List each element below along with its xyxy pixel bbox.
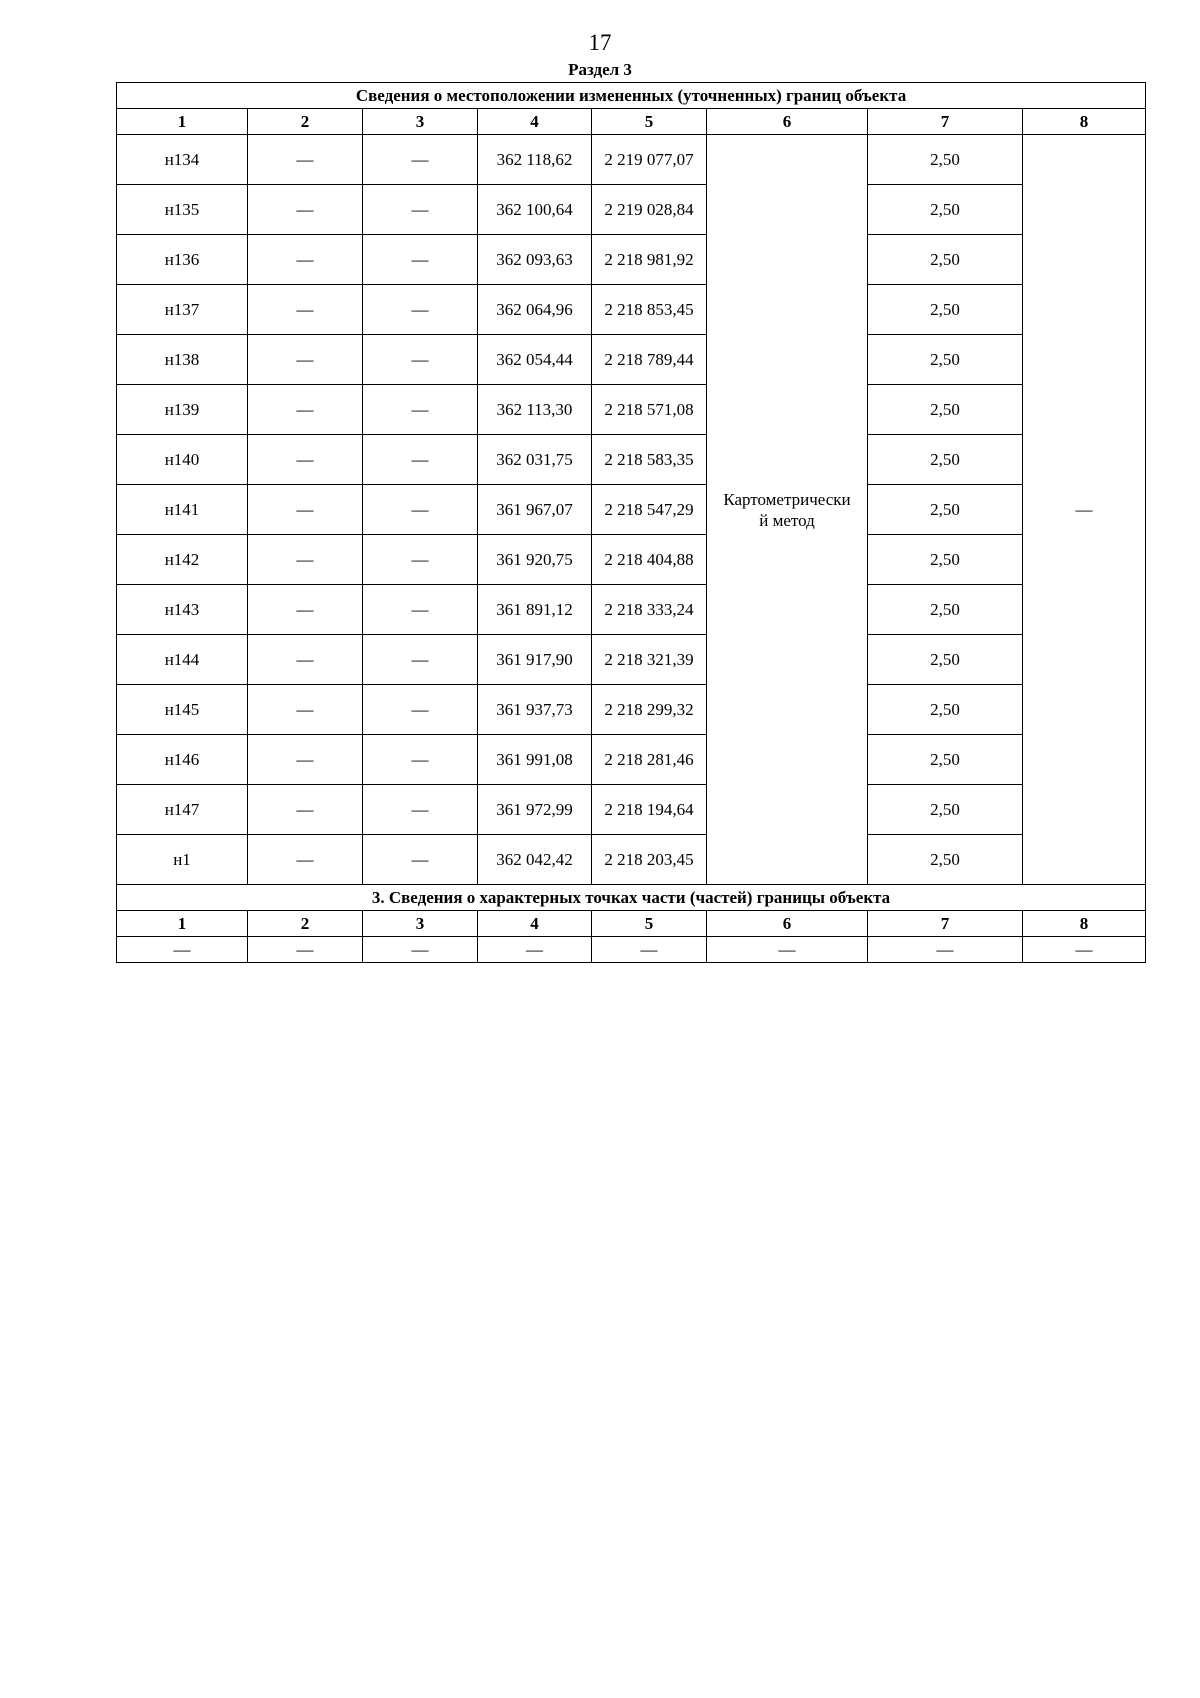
column-8-cell: — bbox=[1023, 135, 1146, 885]
x-coordinate-cell: 362 031,75 bbox=[478, 435, 592, 485]
column-2-cell: — bbox=[248, 485, 363, 535]
column-3-cell: — bbox=[363, 635, 478, 685]
x-coordinate-cell: 362 093,63 bbox=[478, 235, 592, 285]
column-3-cell: — bbox=[363, 535, 478, 585]
column-3-cell: — bbox=[363, 735, 478, 785]
empty-value-cell: — bbox=[1023, 937, 1146, 963]
table-row bbox=[117, 385, 1146, 435]
x-coordinate-cell: 361 917,90 bbox=[478, 635, 592, 685]
point-name-cell: н147 bbox=[117, 785, 248, 835]
column-3-cell: — bbox=[363, 435, 478, 485]
column-3-cell: — bbox=[363, 285, 478, 335]
point-name-cell: н137 bbox=[117, 285, 248, 335]
column-3-cell: — bbox=[363, 235, 478, 285]
column-2-cell: — bbox=[248, 735, 363, 785]
column-number-cell: 8 bbox=[1023, 911, 1146, 937]
empty-value-cell: — bbox=[363, 937, 478, 963]
column-number-cell: 4 bbox=[478, 109, 592, 135]
column-3-cell: — bbox=[363, 785, 478, 835]
precision-cell: 2,50 bbox=[868, 835, 1023, 885]
table-row bbox=[117, 685, 1146, 735]
column-number-cell: 8 bbox=[1023, 109, 1146, 135]
column-2-cell: — bbox=[248, 335, 363, 385]
y-coordinate-cell: 2 218 194,64 bbox=[592, 785, 707, 835]
column-2-cell: — bbox=[248, 135, 363, 185]
empty-value-cell: — bbox=[707, 937, 868, 963]
x-coordinate-cell: 362 042,42 bbox=[478, 835, 592, 885]
precision-cell: 2,50 bbox=[868, 385, 1023, 435]
column-3-cell: — bbox=[363, 385, 478, 435]
y-coordinate-cell: 2 218 583,35 bbox=[592, 435, 707, 485]
column-2-cell: — bbox=[248, 235, 363, 285]
column-number-cell: 7 bbox=[868, 911, 1023, 937]
empty-value-cell: — bbox=[592, 937, 707, 963]
table1-column-numbers-row bbox=[117, 109, 1146, 135]
table1-title: Сведения о местоположении измененных (уточненных) границ объекта bbox=[117, 83, 1146, 109]
point-name-cell: н134 bbox=[117, 135, 248, 185]
precision-cell: 2,50 bbox=[868, 335, 1023, 385]
point-name-cell: н144 bbox=[117, 635, 248, 685]
point-name-cell: н146 bbox=[117, 735, 248, 785]
y-coordinate-cell: 2 218 281,46 bbox=[592, 735, 707, 785]
x-coordinate-cell: 361 920,75 bbox=[478, 535, 592, 585]
table1-title-row bbox=[117, 83, 1146, 109]
table2-empty-row bbox=[117, 937, 1146, 963]
column-2-cell: — bbox=[248, 785, 363, 835]
precision-cell: 2,50 bbox=[868, 685, 1023, 735]
column-2-cell: — bbox=[248, 685, 363, 735]
column-number-cell: 2 bbox=[248, 911, 363, 937]
x-coordinate-cell: 362 113,30 bbox=[478, 385, 592, 435]
column-2-cell: — bbox=[248, 185, 363, 235]
column-2-cell: — bbox=[248, 535, 363, 585]
x-coordinate-cell: 361 967,07 bbox=[478, 485, 592, 535]
point-name-cell: н135 bbox=[117, 185, 248, 235]
precision-cell: 2,50 bbox=[868, 535, 1023, 585]
y-coordinate-cell: 2 219 077,07 bbox=[592, 135, 707, 185]
table2-title-row bbox=[117, 885, 1146, 911]
y-coordinate-cell: 2 218 203,45 bbox=[592, 835, 707, 885]
y-coordinate-cell: 2 218 333,24 bbox=[592, 585, 707, 635]
x-coordinate-cell: 362 118,62 bbox=[478, 135, 592, 185]
method-text-line-2: й метод bbox=[759, 510, 815, 530]
empty-value-cell: — bbox=[117, 937, 248, 963]
precision-cell: 2,50 bbox=[868, 135, 1023, 185]
empty-value-cell: — bbox=[248, 937, 363, 963]
empty-value-cell: — bbox=[478, 937, 592, 963]
table-row bbox=[117, 185, 1146, 235]
column-number-cell: 5 bbox=[592, 109, 707, 135]
x-coordinate-cell: 361 991,08 bbox=[478, 735, 592, 785]
column-3-cell: — bbox=[363, 835, 478, 885]
point-name-cell: н139 bbox=[117, 385, 248, 435]
table-row bbox=[117, 535, 1146, 585]
empty-value-cell: — bbox=[868, 937, 1023, 963]
column-number-cell: 6 bbox=[707, 911, 868, 937]
column-number-cell: 7 bbox=[868, 109, 1023, 135]
column-2-cell: — bbox=[248, 835, 363, 885]
point-name-cell: н138 bbox=[117, 335, 248, 385]
y-coordinate-cell: 2 219 028,84 bbox=[592, 185, 707, 235]
y-coordinate-cell: 2 218 547,29 bbox=[592, 485, 707, 535]
point-name-cell: н145 bbox=[117, 685, 248, 735]
column-2-cell: — bbox=[248, 285, 363, 335]
table-row bbox=[117, 635, 1146, 685]
point-name-cell: н143 bbox=[117, 585, 248, 635]
y-coordinate-cell: 2 218 789,44 bbox=[592, 335, 707, 385]
column-3-cell: — bbox=[363, 485, 478, 535]
column-2-cell: — bbox=[248, 385, 363, 435]
y-coordinate-cell: 2 218 853,45 bbox=[592, 285, 707, 335]
x-coordinate-cell: 361 891,12 bbox=[478, 585, 592, 635]
table2-title: 3. Сведения о характерных точках части (частей) границы объекта bbox=[117, 885, 1146, 911]
precision-cell: 2,50 bbox=[868, 185, 1023, 235]
column-3-cell: — bbox=[363, 335, 478, 385]
table-row bbox=[117, 135, 1146, 185]
column-number-cell: 3 bbox=[363, 911, 478, 937]
point-name-cell: н1 bbox=[117, 835, 248, 885]
x-coordinate-cell: 362 064,96 bbox=[478, 285, 592, 335]
column-3-cell: — bbox=[363, 585, 478, 635]
y-coordinate-cell: 2 218 321,39 bbox=[592, 635, 707, 685]
precision-cell: 2,50 bbox=[868, 285, 1023, 335]
column-3-cell: — bbox=[363, 185, 478, 235]
table2-column-numbers-row bbox=[117, 911, 1146, 937]
column-2-cell: — bbox=[248, 435, 363, 485]
column-number-cell: 2 bbox=[248, 109, 363, 135]
column-2-cell: — bbox=[248, 585, 363, 635]
point-name-cell: н142 bbox=[117, 535, 248, 585]
method-cell bbox=[707, 135, 868, 885]
y-coordinate-cell: 2 218 981,92 bbox=[592, 235, 707, 285]
table-body bbox=[117, 83, 1146, 963]
section-title: Раздел 3 bbox=[568, 60, 632, 79]
column-number-cell: 1 bbox=[117, 109, 248, 135]
y-coordinate-cell: 2 218 404,88 bbox=[592, 535, 707, 585]
precision-cell: 2,50 bbox=[868, 485, 1023, 535]
table-row bbox=[117, 335, 1146, 385]
column-number-cell: 5 bbox=[592, 911, 707, 937]
precision-cell: 2,50 bbox=[868, 785, 1023, 835]
y-coordinate-cell: 2 218 299,32 bbox=[592, 685, 707, 735]
point-name-cell: н136 bbox=[117, 235, 248, 285]
y-coordinate-cell: 2 218 571,08 bbox=[592, 385, 707, 435]
column-3-cell: — bbox=[363, 135, 478, 185]
point-name-cell: н141 bbox=[117, 485, 248, 535]
method-text-line-1: Картометрически bbox=[723, 489, 851, 509]
precision-cell: 2,50 bbox=[868, 635, 1023, 685]
column-number-cell: 4 bbox=[478, 911, 592, 937]
precision-cell: 2,50 bbox=[868, 435, 1023, 485]
table-row bbox=[117, 835, 1146, 885]
table-row bbox=[117, 585, 1146, 635]
boundary-coordinates-table bbox=[116, 82, 1146, 963]
point-name-cell: н140 bbox=[117, 435, 248, 485]
table-row bbox=[117, 285, 1146, 335]
table-row bbox=[117, 785, 1146, 835]
column-number-cell: 6 bbox=[707, 109, 868, 135]
x-coordinate-cell: 362 054,44 bbox=[478, 335, 592, 385]
column-number-cell: 3 bbox=[363, 109, 478, 135]
table-row bbox=[117, 485, 1146, 535]
precision-cell: 2,50 bbox=[868, 735, 1023, 785]
x-coordinate-cell: 361 972,99 bbox=[478, 785, 592, 835]
column-number-cell: 1 bbox=[117, 911, 248, 937]
x-coordinate-cell: 362 100,64 bbox=[478, 185, 592, 235]
page-number: 17 bbox=[588, 30, 612, 55]
table-row bbox=[117, 735, 1146, 785]
column-3-cell: — bbox=[363, 685, 478, 735]
precision-cell: 2,50 bbox=[868, 585, 1023, 635]
table-row bbox=[117, 435, 1146, 485]
column-2-cell: — bbox=[248, 635, 363, 685]
precision-cell: 2,50 bbox=[868, 235, 1023, 285]
x-coordinate-cell: 361 937,73 bbox=[478, 685, 592, 735]
table-row bbox=[117, 235, 1146, 285]
